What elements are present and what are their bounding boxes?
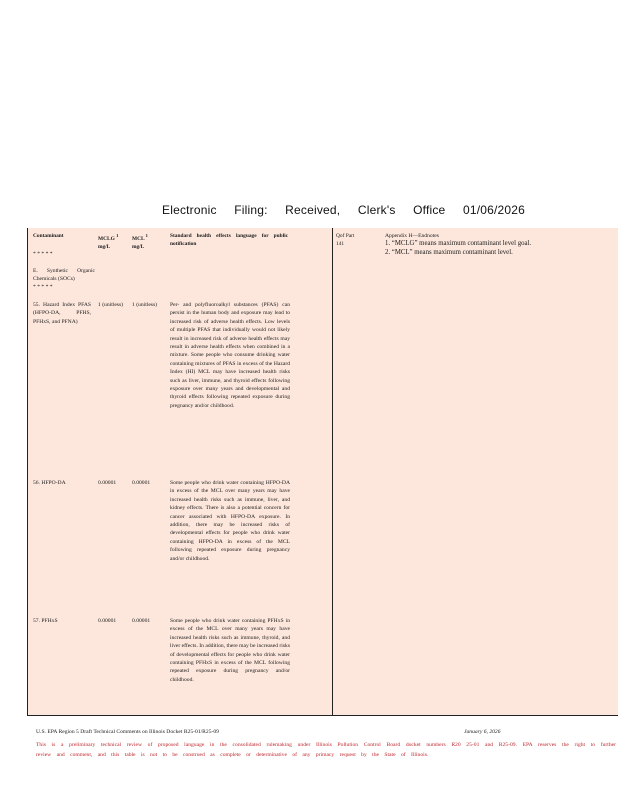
row-55-mclg: 1 (unitless) bbox=[98, 302, 124, 308]
row-57-mcl: 0.00001 bbox=[132, 618, 151, 624]
footer-line bbox=[36, 729, 618, 735]
header-mcl-label: MCL bbox=[132, 235, 145, 242]
row-56-mclg: 0.00001 bbox=[98, 480, 117, 486]
footer-date: January 6, 2026 bbox=[464, 729, 501, 735]
endnotes-table bbox=[27, 228, 618, 716]
header-mcl-unit: mg/L bbox=[132, 243, 145, 250]
header-mcl-sup: 1 bbox=[145, 233, 148, 238]
row-57-health-language: Some people who drink water containing PFHxS in excess of the MCL over many years may have increased health risks such as immune, thyroid, and liver effects. In addition, there may be increased risks of developmental effects for people who drink water containing PFHxS in excess of the MCL following repeated exposure during pregnancy and/or childhood. bbox=[170, 618, 290, 683]
column-divider bbox=[332, 228, 333, 716]
footer-disclaimer: This is a preliminary technical review of proposed language in the consolidated rulemaking under Illinois Pollution Control Board docket numbers R20 25-01 and R25-09. EPA reserves the right to further review and comment, and this table is not to be construed as complete or determinative of any primacy request by the State of Illinois. bbox=[36, 742, 616, 758]
appendix-title: Appendix H—Endnotes bbox=[385, 233, 439, 239]
endnote-1: 1. “MCLG” means maximum contaminant level goal. bbox=[385, 240, 532, 247]
row-55-mcl: 1 (unitless) bbox=[132, 302, 158, 308]
header-mclg-sup: 1 bbox=[116, 233, 119, 238]
row-55-contaminant: 55. Hazard Index PFAS (HFPO-DA, PFHS, PFHxS, and PFNA) bbox=[33, 302, 91, 325]
header-standard-language: Standard health effects language for public notification bbox=[170, 233, 288, 247]
header-mclg bbox=[98, 232, 130, 251]
section-heading-socs: E. Synthetic Organic Chemicals (SOCs) bbox=[33, 268, 95, 283]
header-mcl bbox=[132, 232, 166, 251]
row-56-contaminant: 56. HFPO-DA bbox=[33, 480, 66, 486]
row-56-mcl: 0.00001 bbox=[132, 480, 151, 486]
ellipsis-stars-bottom: * * * * * bbox=[33, 284, 53, 290]
endnote-2: 2. “MCL” means maximum contaminant level. bbox=[385, 249, 513, 256]
ellipsis-stars-top: * * * * * bbox=[33, 251, 53, 257]
footer-document-title: U.S. EPA Region 5 Draft Technical Comments on Illinois Docket R25-01/R25-09 bbox=[36, 729, 219, 735]
header-mclg-unit: mg/L bbox=[98, 243, 111, 250]
header-cfr-part: Qof Part 141 bbox=[336, 233, 355, 247]
row-57-contaminant: 57. PFHxS bbox=[33, 618, 58, 624]
header-contaminant: Contaminant bbox=[33, 233, 64, 239]
row-57-mclg: 0.00001 bbox=[98, 618, 117, 624]
row-56-health-language: Some people who drink water containing HFPO-DA in excess of the MCL over many years may have increased health risks such as immune, liver, and kidney effects. There is also a potential concern for cancer associated with HFPO-DA exposure. In addition, there may be increased risks of developmental effects for people who drink water containing HFPO-DA in excess of the MCL following repeated exposure during pregnancy and/or childhood. bbox=[170, 480, 290, 562]
row-55-health-language: Per- and polyfluoroalkyl substances (PFAS) can persist in the human body and exposure may lead to increased risk of adverse health effects. Low levels of multiple PFAS that individually would not likely result in increased risk of adverse health effects may result in adverse health effects when combined in a mixture. Some people who consume drinking water containing mixtures of PFAS in excess of the Hazard Index (HI) MCL may have increased health risks such as liver, immune, and thyroid effects following exposure over many years and developmental and thyroid effects following repeated exposure during pregnancy and/or childhood. bbox=[170, 302, 290, 409]
electronic-filing-stamp: Electronic Filing: Received, Clerk's Office 01/06/2026 bbox=[162, 203, 526, 217]
header-mclg-label: MCLG bbox=[98, 235, 115, 242]
